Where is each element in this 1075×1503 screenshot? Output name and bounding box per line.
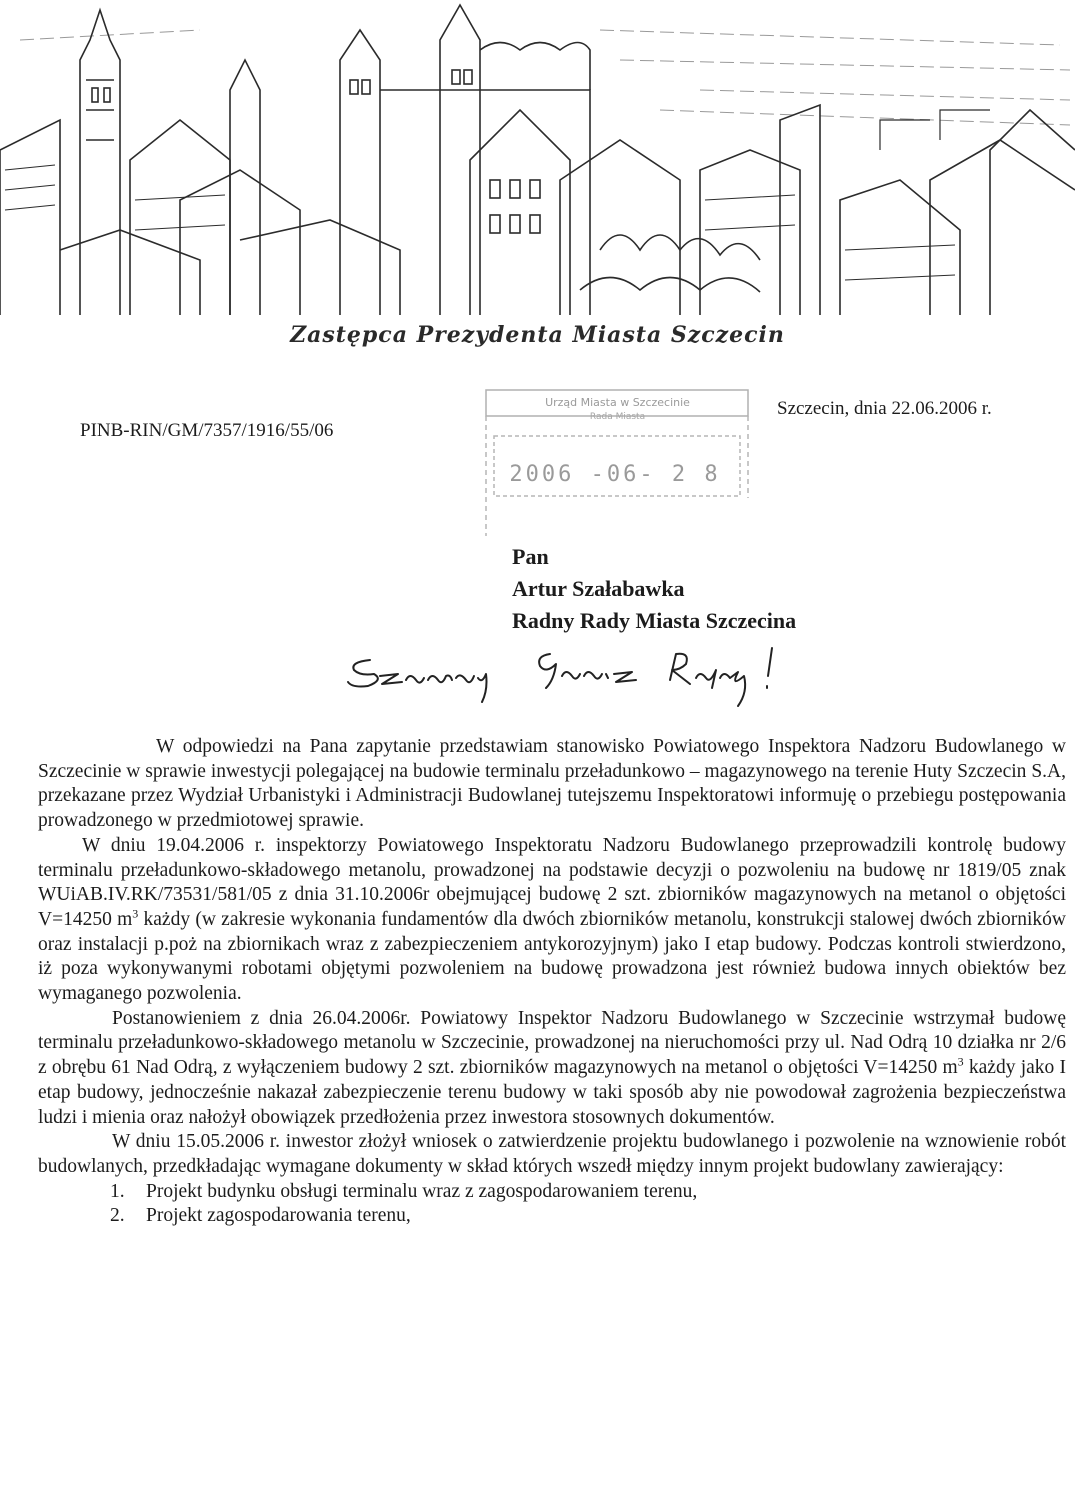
list-item-number: 1.: [110, 1180, 125, 1202]
paragraph-3-superscript: 3: [957, 1054, 964, 1069]
list-item-number: 2.: [110, 1205, 125, 1227]
date-line: Szczecin, dnia 22.06.2006 r.: [777, 398, 992, 419]
letter-body: [38, 735, 1066, 1229]
paragraph-3-text: Postanowieniem z dnia 26.04.2006r. Powiatowy Inspektor Nadzoru Budowlanego w Szczecinie wstrzymał budowę terminalu przeładunkowo-składowego metanolu w Szczecinie, prowadzonej na nieruchomości przy ul. Nad Odrą 10 działka nr 2/6 z obrębu 61 Nad Odrą, z wyłączeniem budowy 2 szt. zbiorników magazynowych na metanol o objętości V=14250 m: [38, 1007, 1066, 1079]
paragraph-2: [38, 834, 1066, 1007]
recipient-title: Pan: [512, 544, 549, 569]
letterhead-cityscape-illustration: [0, 0, 1075, 315]
list-item: [38, 1180, 1066, 1205]
stamp-department: Rada Miasta: [589, 412, 646, 422]
recipient-block: [512, 541, 796, 637]
paragraph-3: [38, 1007, 1066, 1131]
project-list: [38, 1180, 1066, 1229]
letterhead-title: Zastępca Prezydenta Miasta Szczecin: [290, 322, 785, 348]
reference-number: PINB-RIN/GM/7357/1916/55/06: [80, 420, 334, 441]
recipient-position: Radny Rady Miasta Szczecina: [512, 608, 797, 633]
paragraph-2-text-cont: każdy (w zakresie wykonania fundamentów dla dwóch zbiorników metanolu, konstrukcji stalowej dwóch zbiorników oraz instalacji p.poż na zbiornikach wraz z zabezpieczeniem antykorozyjnym) jako I etap budowy. Podczas kontroli stwierdzono, iż poza wykonywanymi robotami objętymi pozwoleniem na budowę prowadzona jest również budowa innych obiektów bez wymaganego pozwolenia.: [38, 908, 1066, 1005]
stamp-office-name: Urząd Miasta w Szczecinie: [545, 396, 690, 409]
stamp-date: 2006 -06- 2 8: [509, 462, 721, 487]
list-item-text: Projekt zagospodarowania terenu,: [146, 1205, 411, 1227]
handwritten-salutation: [340, 640, 790, 710]
paragraph-2-text: W dniu 19.04.2006 r. inspektorzy Powiatowego Inspektoratu Nadzoru Budowlanego przeprowadzili kontrolę budowy terminalu przeładunkowo-składowego metanolu, prowadzonej na podstawie decyzji o pozwoleniu na budowę nr 1819/05 znak WUiAB.IV.RK/73531/581/05 z dnia 31.10.2006r obejmującej budowę 2 szt. zbiorników magazynowych na metanol o objętości V=14250 m: [38, 834, 1066, 930]
recipient-name: Artur Szałabawka: [512, 576, 685, 601]
list-item-text: Projekt budynku obsługi terminalu wraz z zagospodarowaniem terenu,: [146, 1180, 698, 1202]
list-item: [38, 1204, 1066, 1229]
paragraph-4: W dniu 15.05.2006 r. inwestor złożył wniosek o zatwierdzenie projektu budowlanego i pozwolenie na wznowienie robót budowlanych, przedkładając wymagane dokumenty w skład których wszedł między innym projekt budowlany zawierający:: [38, 1131, 1066, 1177]
paragraph-1: W odpowiedzi na Pana zapytanie przedstawiam stanowisko Powiatowego Inspektora Nadzoru Budowlanego w Szczecinie w sprawie inwestycji polegającej na budowie terminalu przeładunkowo – magazynowego na terenie Huty Szczecin S.A, przekazane przez Wydział Urbanistyki i Administracji Budowlanej tutejszemu Inspektoratowi informuję o przebiegu postępowania prowadzonego w przedmiotowej sprawie.: [38, 736, 1066, 832]
paragraph-3-text-cont: każdy jako I etap budowy, jednocześnie nakazał zabezpieczenie terenu budowy w taki sposób aby nie powodował zagrożenia bezpieczeństwa ludzi i mienia oraz nałożył obowiązek przedłożenia przez inwestora stosownych dokumentów.: [38, 1057, 1066, 1128]
paragraph-2-superscript: 3: [132, 906, 139, 921]
